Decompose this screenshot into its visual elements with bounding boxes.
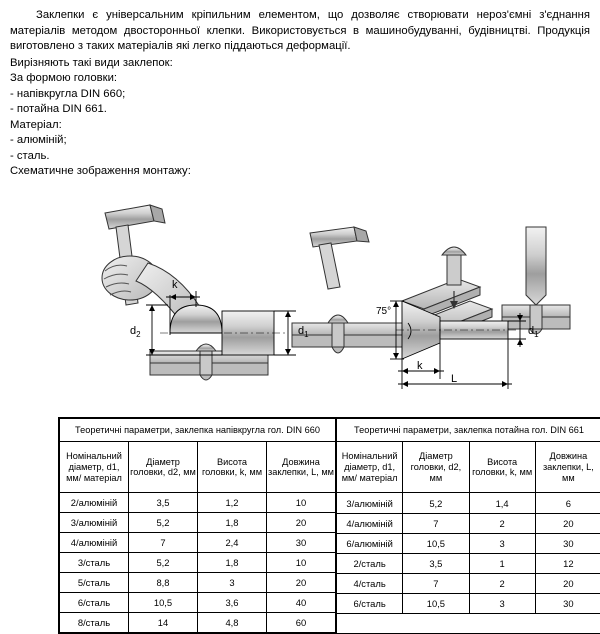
cell-diameter: 4/сталь — [337, 574, 403, 594]
cell-head-diameter: 3,5 — [403, 553, 469, 573]
cell-length: 20 — [267, 573, 336, 593]
label-k-right: k — [417, 360, 423, 372]
cell-diameter: 5/сталь — [60, 573, 129, 593]
cell-head-height: 3 — [469, 533, 535, 553]
table-row — [337, 594, 600, 614]
cell-diameter: 8/сталь — [60, 613, 129, 633]
cell-length: 20 — [267, 513, 336, 533]
cell-head-diameter: 14 — [129, 613, 198, 633]
cell-head-height: 3 — [469, 594, 535, 614]
text-line-7: Схематичне зображення монтажу: — [10, 164, 590, 179]
text-line-4: Матеріал: — [10, 118, 590, 133]
column-header-head-diameter: Діаметр головки, d2, мм — [129, 442, 198, 493]
cell-head-diameter: 3,5 — [129, 493, 198, 513]
label-d1-right: $d_1$ — [528, 325, 539, 339]
cell-diameter: 6/сталь — [337, 594, 403, 614]
cell-head-diameter: 10,5 — [403, 533, 469, 553]
step2-illustration — [292, 227, 410, 353]
table-row — [60, 613, 336, 633]
label-angle: 75° — [376, 306, 391, 317]
parameters-tables — [58, 417, 600, 634]
table-row — [60, 533, 336, 553]
cell-head-diameter: 7 — [129, 533, 198, 553]
text-line-2: - напівкругла DIN 660; — [10, 87, 590, 102]
table-din660 — [59, 418, 336, 633]
cell-head-diameter: 10,5 — [129, 593, 198, 613]
column-header-head-height: Висота головки, k, мм — [198, 442, 267, 493]
cell-length: 30 — [535, 533, 600, 553]
cell-head-height: 2,4 — [198, 533, 267, 553]
table-row — [60, 593, 336, 613]
table-row — [337, 553, 600, 573]
cell-length: 6 — [535, 493, 600, 513]
column-header-diameter: Номінальний діаметр, d1, мм/ матеріал — [337, 442, 403, 493]
text-line-1: За формою головки: — [10, 71, 590, 86]
cell-head-height: 1 — [469, 553, 535, 573]
cell-head-height: 3,6 — [198, 593, 267, 613]
cell-diameter: 3/алюміній — [60, 513, 129, 533]
cell-diameter: 2/алюміній — [60, 493, 129, 513]
cell-head-height: 4,8 — [198, 613, 267, 633]
column-header-head-height: Висота головки, k, мм — [469, 442, 535, 493]
text-line-0: Вирізняють такі види заклепок: — [10, 56, 590, 71]
label-L-right: L — [451, 373, 457, 385]
column-header-length: Довжина заклепки, L, мм — [267, 442, 336, 493]
table-row — [337, 574, 600, 594]
text-line-3: - потайна DIN 661. — [10, 102, 590, 117]
cell-diameter: 6/сталь — [60, 593, 129, 613]
table-row — [60, 573, 336, 593]
cell-diameter: 3/сталь — [60, 553, 129, 573]
cell-head-diameter: 10,5 — [403, 594, 469, 614]
cell-head-height: 1,8 — [198, 553, 267, 573]
cell-head-diameter: 8,8 — [129, 573, 198, 593]
label-d2-left: $d_2$ — [130, 325, 141, 339]
cell-head-diameter: 5,2 — [129, 513, 198, 533]
intro-paragraph: Заклепки є універсальним кріпильним елементом, що дозволяє створювати нероз'ємні з'єднання матеріалів методом двосторонньої клепки. Використовується в машинобудуванні, будівництві. Продукція виготовлено з таких матеріалів які легко піддаються деформації. — [10, 8, 590, 55]
cell-length: 30 — [535, 594, 600, 614]
assembly-diagram — [10, 183, 590, 413]
table-row — [60, 513, 336, 533]
cell-diameter: 3/алюміній — [337, 493, 403, 513]
cell-diameter: 2/сталь — [337, 553, 403, 573]
cell-length: 40 — [267, 593, 336, 613]
column-header-head-diameter: Діаметр головки, d2, мм — [403, 442, 469, 493]
table-caption: Теоретичні параметри, заклепка напівкругла гол. DIN 660 — [60, 419, 336, 442]
cell-length: 20 — [535, 513, 600, 533]
cell-length: 30 — [267, 533, 336, 553]
cell-length: 20 — [535, 574, 600, 594]
column-header-diameter: Номінальний діаметр, d1, мм/ матеріал — [60, 442, 129, 493]
cell-head-height: 2 — [469, 513, 535, 533]
table-row-empty — [337, 614, 600, 634]
cell-head-height: 3 — [198, 573, 267, 593]
cell-head-height: 1,2 — [198, 493, 267, 513]
cell-length: 12 — [535, 553, 600, 573]
table-row — [337, 493, 600, 513]
table-caption: Теоретичні параметри, заклепка потайна гол. DIN 661 — [337, 419, 600, 442]
label-k-left: k — [172, 279, 178, 291]
text-line-6: - сталь. — [10, 149, 590, 164]
cell-head-diameter: 5,2 — [129, 553, 198, 573]
text-line-5: - алюміній; — [10, 133, 590, 148]
cell-length: 10 — [267, 493, 336, 513]
cell-head-diameter: 5,2 — [403, 493, 469, 513]
table-row — [337, 533, 600, 553]
cell-diameter: 4/алюміній — [337, 513, 403, 533]
step4-illustration — [502, 227, 570, 334]
table-row — [60, 553, 336, 573]
cell-head-height: 1,4 — [469, 493, 535, 513]
table-row — [60, 493, 336, 513]
table-din661 — [336, 418, 600, 633]
column-header-length: Довжина заклепки, L, мм — [535, 442, 600, 493]
cell-diameter: 6/алюміній — [337, 533, 403, 553]
cell-length: 60 — [267, 613, 336, 633]
cell-diameter: 4/алюміній — [60, 533, 129, 553]
cell-head-height: 1,8 — [198, 513, 267, 533]
label-d1-left: $d_1$ — [298, 325, 309, 339]
cell-head-diameter: 7 — [403, 574, 469, 594]
table-row — [337, 513, 600, 533]
cell-head-height: 2 — [469, 574, 535, 594]
cell-head-diameter: 7 — [403, 513, 469, 533]
cell-length: 10 — [267, 553, 336, 573]
